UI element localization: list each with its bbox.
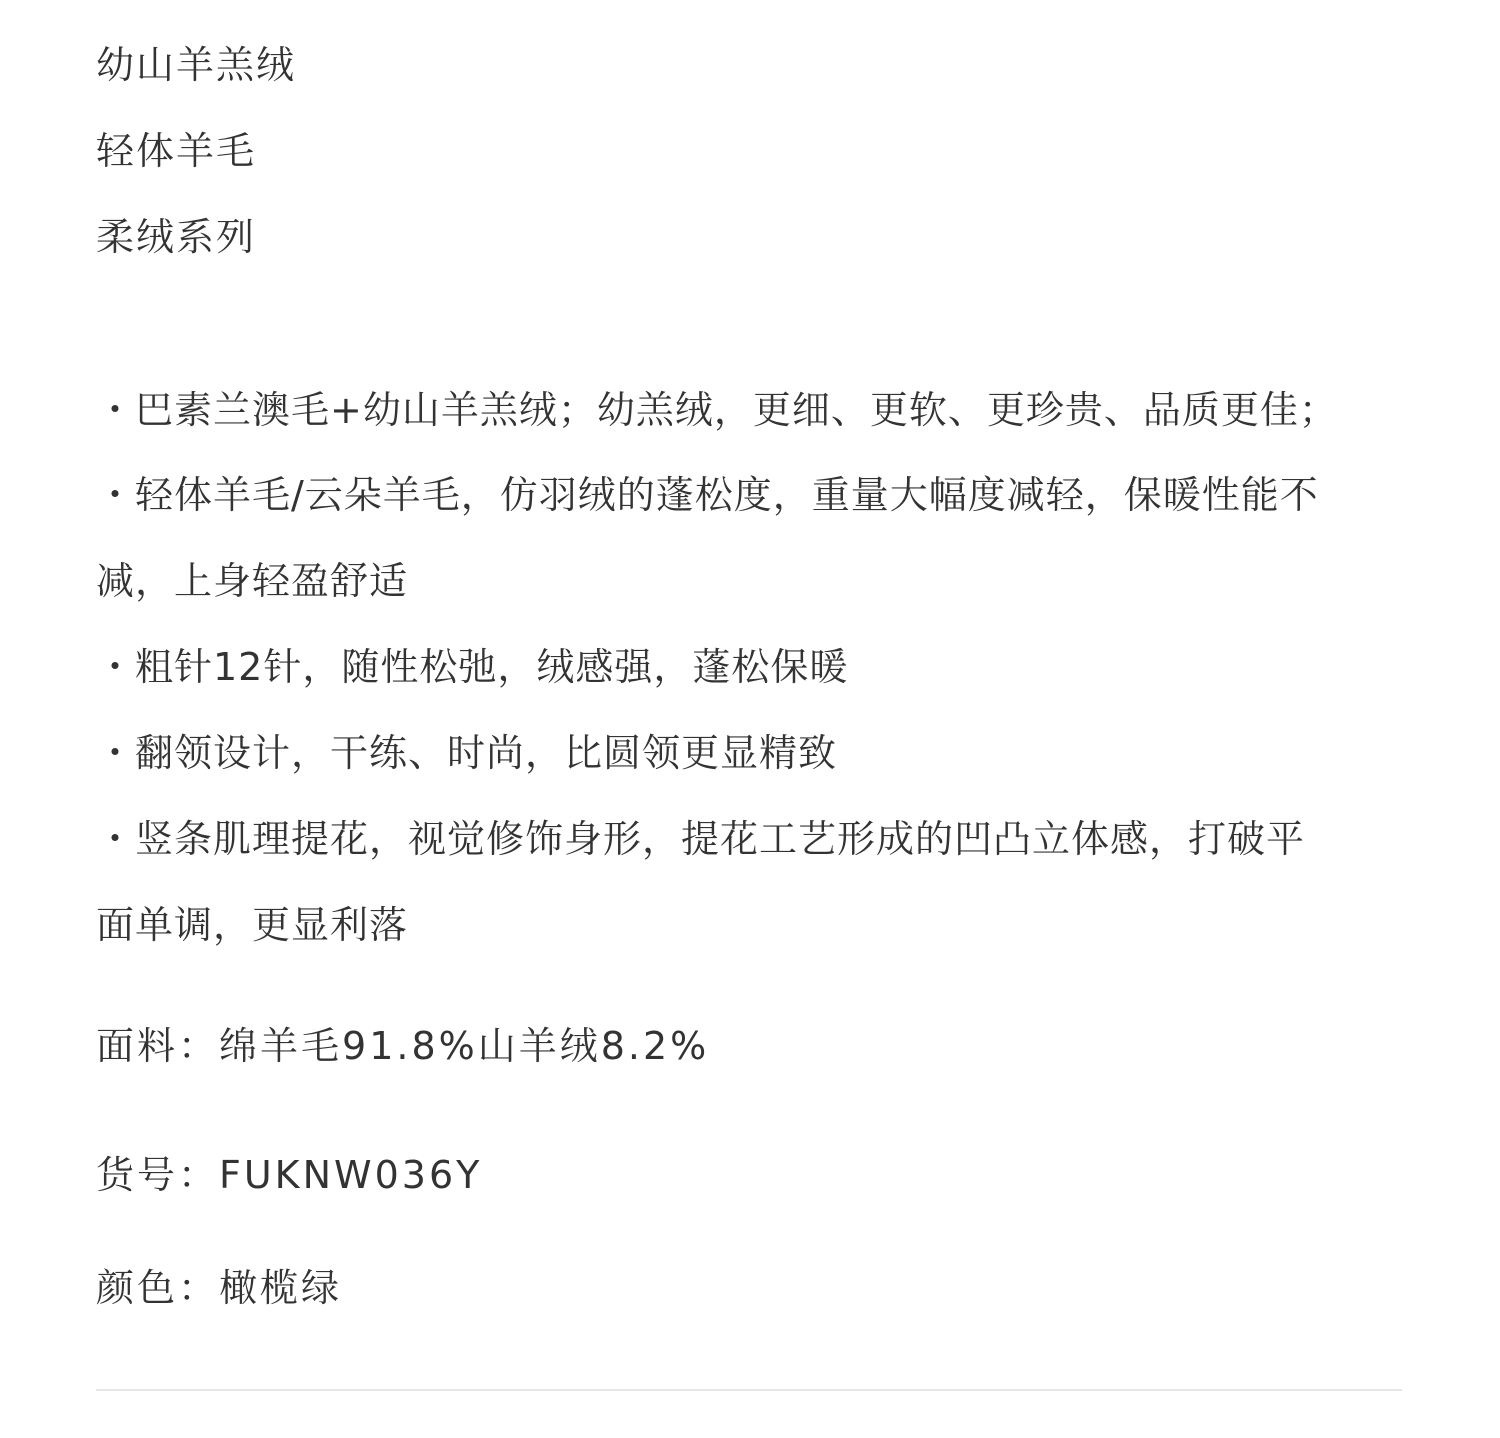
spec-fabric [96, 1021, 709, 1071]
spec-fabric-label: 面料： [96, 1024, 220, 1068]
feature-line-2: ・轻体羊毛/云朵羊毛，仿羽绒的蓬松度，重量大幅度减轻，保暖性能不 [96, 473, 1319, 517]
product-detail-page [96, 0, 1402, 1438]
tag-light-wool: 轻体羊毛 [96, 129, 257, 173]
feature-line-3: ・粗针12针，随性松弛，绒感强，蓬松保暖 [96, 645, 849, 689]
tag-soft-series: 柔绒系列 [96, 215, 257, 259]
bottom-divider [96, 1389, 1402, 1391]
spec-color-label: 颜色： [96, 1266, 220, 1310]
feature-line-1: ・巴素兰澳毛+幼山羊羔绒；幼羔绒，更细、更软、更珍贵、品质更佳； [96, 388, 1338, 432]
spec-sku [96, 1150, 482, 1200]
feature-line-2-continued: 减，上身轻盈舒适 [96, 559, 409, 603]
feature-line-5-continued: 面单调，更显利落 [96, 903, 409, 947]
spec-color-value: 橄榄绿 [219, 1266, 343, 1310]
tag-wool-kid-cashmere: 幼山羊羔绒 [96, 43, 297, 87]
spec-sku-label: 货号： [96, 1153, 220, 1197]
spec-sku-value: FUKNW036Y [219, 1153, 483, 1197]
feature-line-4: ・翻领设计，干练、时尚，比圆领更显精致 [96, 731, 838, 775]
spec-fabric-value: 绵羊毛91.8%山羊绒8.2% [219, 1024, 710, 1068]
feature-line-5: ・竖条肌理提花，视觉修饰身形，提花工艺形成的凹凸立体感，打破平 [96, 817, 1306, 861]
spec-color [96, 1263, 342, 1313]
